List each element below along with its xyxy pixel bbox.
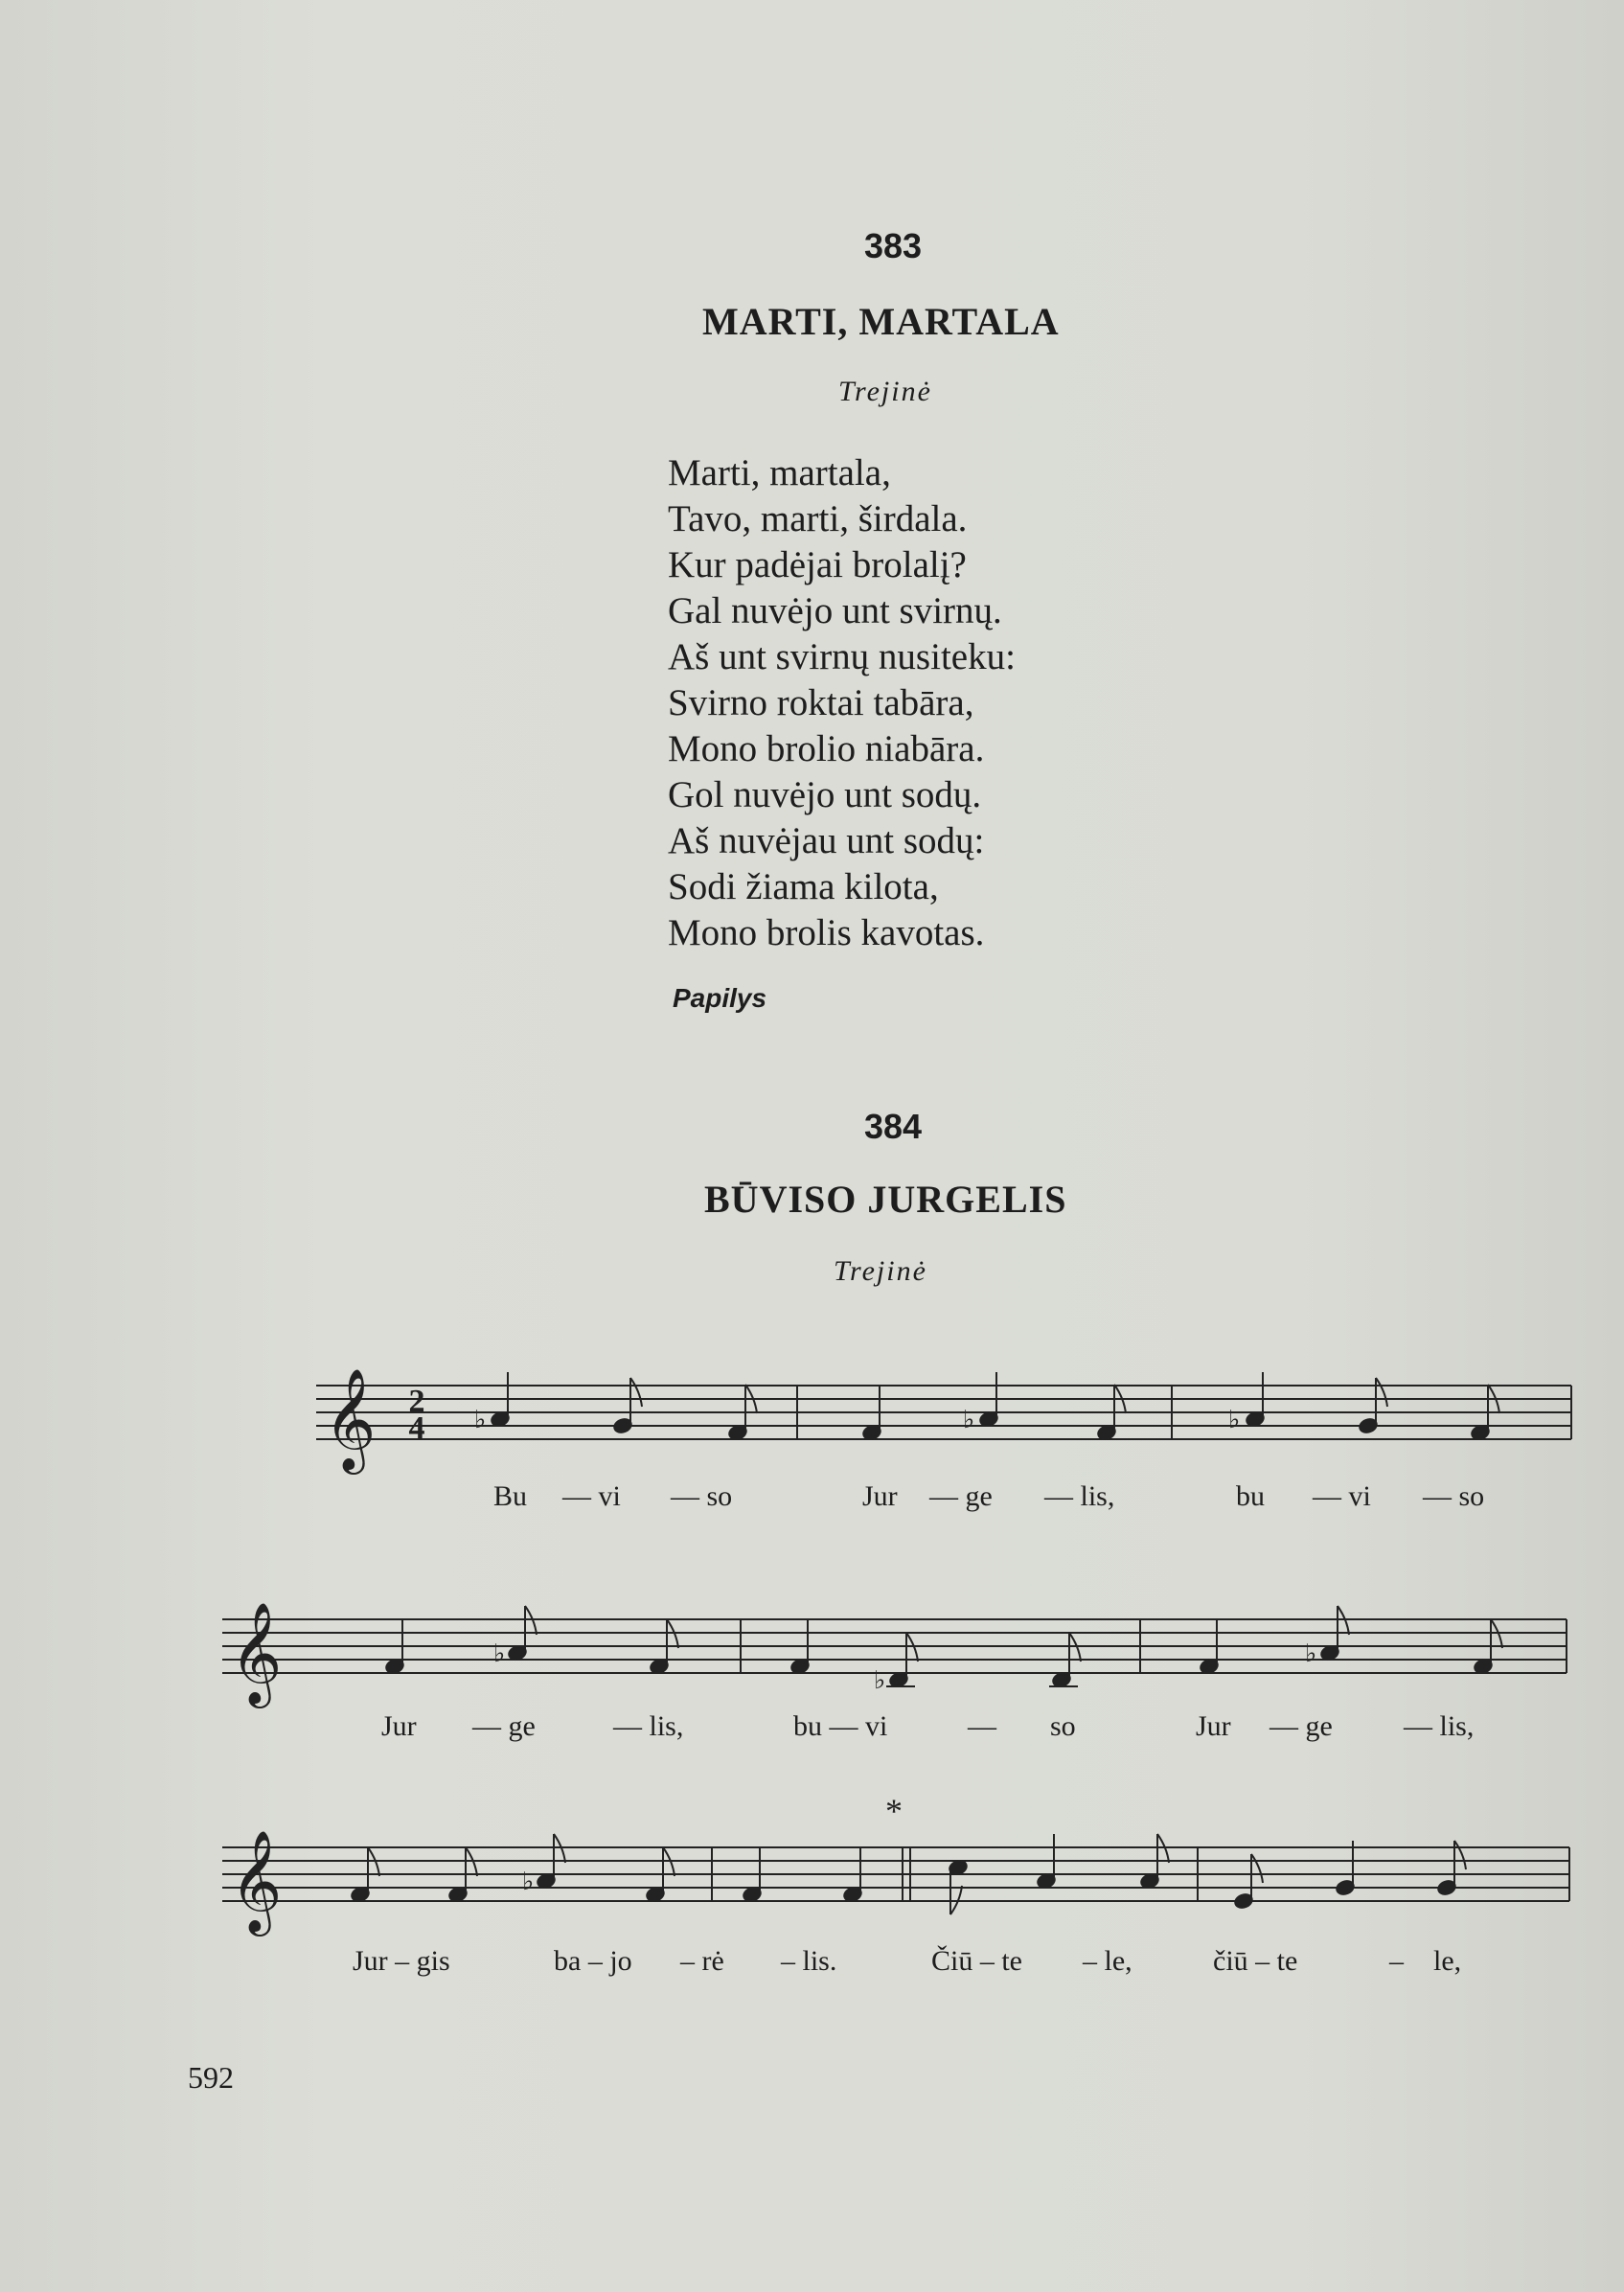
verse-line: Mono brolio niabāra. <box>668 728 985 769</box>
treble-clef-icon: 𝄞 <box>230 1601 283 1704</box>
song-383-place: Papilys <box>673 983 767 1013</box>
svg-text:♭: ♭ <box>474 1406 487 1434</box>
verse-line: Sodi žiama kilota, <box>668 866 939 907</box>
song-383-title: MARTI, MARTALA <box>702 300 1060 343</box>
song-384-number: 384 <box>864 1107 923 1146</box>
treble-clef-icon: 𝄞 <box>324 1367 377 1470</box>
lyric-syllable: bu <box>1236 1480 1265 1512</box>
lyric-syllable: — so <box>671 1480 733 1512</box>
lyric-syllable: — lis, <box>1404 1710 1475 1742</box>
lyric-syllable: Bu <box>493 1480 528 1512</box>
time-sig-bottom: 4 <box>408 1410 425 1446</box>
svg-text:♭: ♭ <box>1305 1639 1317 1668</box>
lyric-syllable: Jur <box>1196 1710 1231 1742</box>
verse-line: Svirno roktai tabāra, <box>668 682 974 723</box>
svg-text:♭: ♭ <box>1228 1406 1241 1434</box>
svg-text:♭: ♭ <box>493 1639 506 1668</box>
verse-line: Mono brolis kavotas. <box>668 912 985 953</box>
verse-line: Tavo, marti, širdala. <box>668 498 968 539</box>
lyric-syllable: — vi <box>1313 1480 1371 1512</box>
staff-2 <box>222 1619 1567 1673</box>
lyric-syllable: – lis. <box>781 1945 837 1977</box>
lyric-syllable: — vi <box>562 1480 621 1512</box>
lyric-syllable: le, <box>1433 1945 1462 1977</box>
lyric-syllable: — ge <box>472 1710 536 1742</box>
svg-text:♭: ♭ <box>963 1406 975 1434</box>
lyric-syllable: ba – jo <box>554 1945 632 1977</box>
lyric-syllable: čiū – te <box>1213 1945 1298 1977</box>
staff-3 <box>222 1847 1569 1901</box>
lyric-syllable: — lis, <box>1044 1480 1115 1512</box>
verse-line: Gol nuvėjo unt sodų. <box>668 774 982 815</box>
song-383-subtitle: Trejinė <box>838 376 932 407</box>
lyric-syllable: bu — vi <box>793 1710 888 1742</box>
song-383-number: 383 <box>864 226 923 265</box>
song-384-title: BŪVISO JURGELIS <box>704 1178 1067 1221</box>
time-sig-top: 2 <box>408 1384 425 1419</box>
lyric-syllable: so <box>1050 1710 1076 1742</box>
lyric-syllable: — ge <box>1269 1710 1333 1742</box>
treble-clef-icon: 𝄞 <box>230 1829 283 1932</box>
lyric-syllable: — ge <box>929 1480 993 1512</box>
page-number: 592 <box>188 2060 234 2095</box>
asterisk-mark: * <box>885 1792 903 1830</box>
lyric-syllable: Jur <box>381 1710 417 1742</box>
lyric-syllable: Jur <box>862 1480 898 1512</box>
verse-line: Kur padėjai brolalį? <box>668 544 967 585</box>
verse-line: Aš unt svirnų nusiteku: <box>668 636 1016 677</box>
lyric-syllable: Čiū – te <box>931 1945 1022 1977</box>
song-384-subtitle: Trejinė <box>834 1255 927 1287</box>
lyric-syllable: — <box>968 1710 996 1742</box>
lyric-syllable: Jur – gis <box>353 1945 450 1977</box>
lyric-syllable: – rė <box>680 1945 724 1977</box>
verse-line: Gal nuvėjo unt svirnų. <box>668 590 1002 631</box>
verse-line: Aš nuvėjau unt sodų: <box>668 820 985 861</box>
lyric-syllable: — so <box>1423 1480 1485 1512</box>
svg-text:♭: ♭ <box>874 1666 886 1695</box>
lyric-syllable: – <box>1389 1945 1404 1977</box>
lyric-syllable: — lis, <box>613 1710 684 1742</box>
verse-line: Marti, martala, <box>668 452 891 493</box>
time-signature <box>409 1384 425 1446</box>
svg-text:♭: ♭ <box>522 1868 535 1896</box>
lyric-syllable: – le, <box>1083 1945 1132 1977</box>
